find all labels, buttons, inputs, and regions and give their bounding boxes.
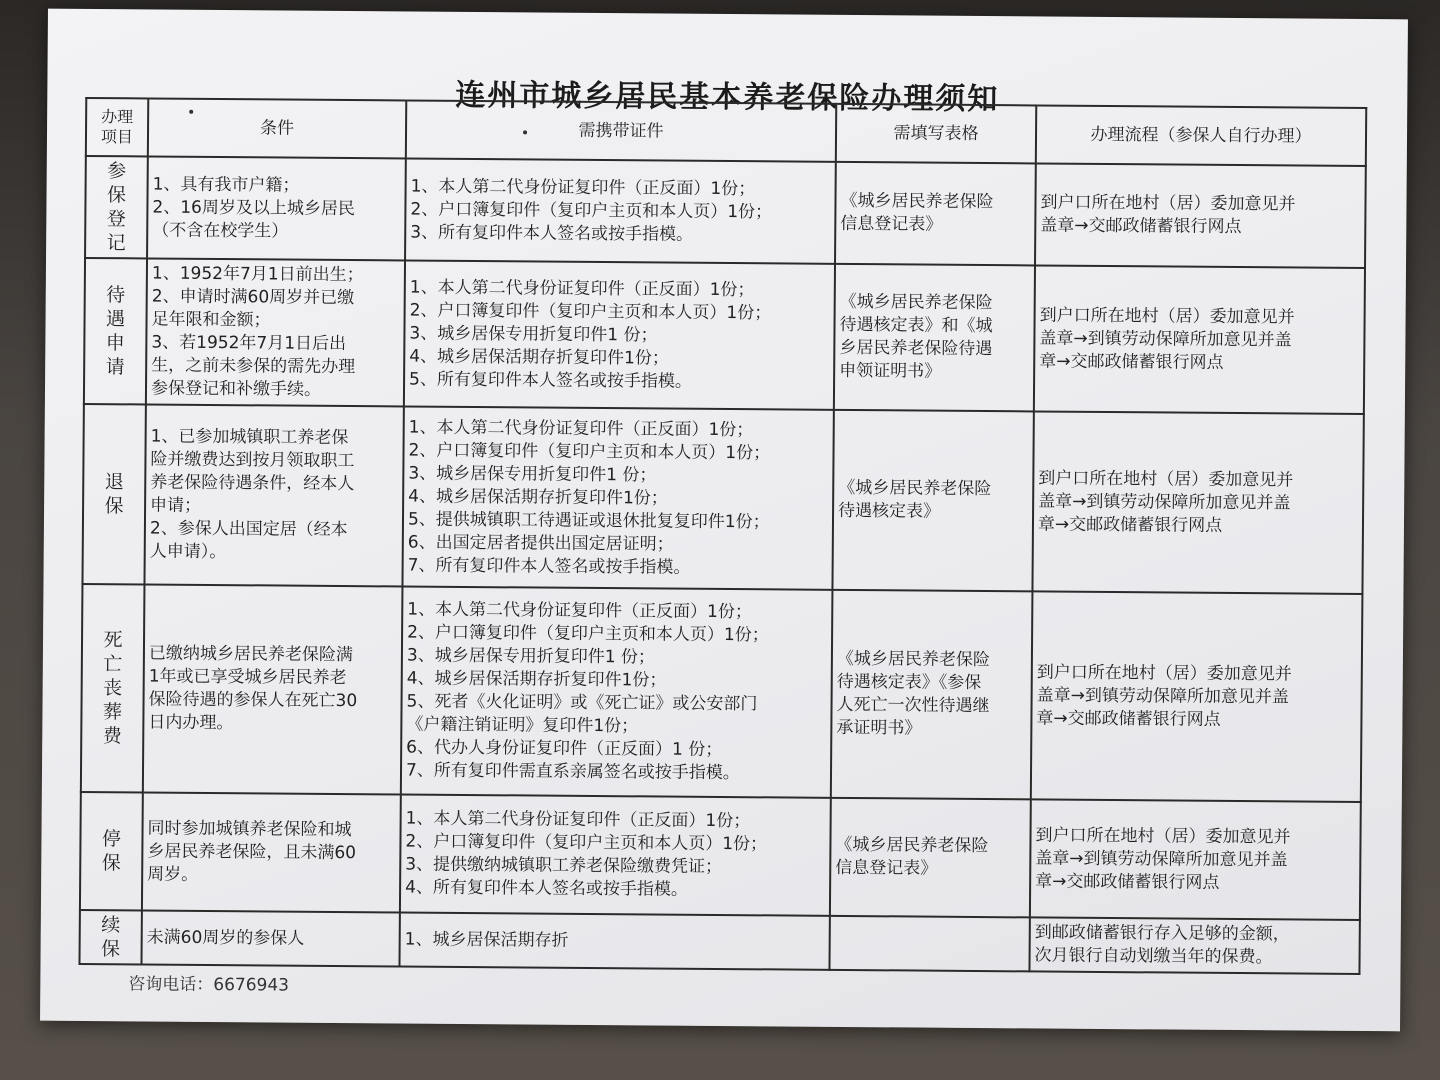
documents-cell: [399, 912, 829, 969]
item-name-cell: 死 亡 丧 葬 费: [81, 584, 145, 792]
document-item: 5、提供城镇职工待遇证或退休批复复印件1份；: [407, 509, 770, 532]
forms-cell: [831, 590, 1033, 800]
document-item: 4、城乡居保活期存折复印件1份；: [406, 668, 667, 691]
condition-text: 1、具有我市户籍； 2、16周岁及以上城乡居民 （不含在校学生）: [152, 174, 355, 242]
header-forms: 需填写表格: [836, 104, 1036, 164]
document-item: 1、本人第二代身份证复印件（正反面）1份；: [405, 808, 751, 832]
forms-cell: [830, 798, 1031, 918]
document-item: 6、代办人身份证复印件（正反面）1 份；: [406, 737, 723, 760]
document-item: 5、死者《火化证明》或《死亡证》或公安部门: [406, 691, 758, 715]
condition-text: 已缴纳城乡居民养老保险满 1年或已享受城乡居民养老 保险待遇的参保人在死亡30 日内办理。: [148, 643, 358, 734]
table-row: [85, 156, 1366, 268]
forms-cell: [829, 916, 1029, 972]
document-item: 3、提供缴纳城镇职工养老保险缴费凭证；: [405, 854, 723, 877]
header-item: 办理 项目: [86, 98, 148, 156]
document-item: 1、城乡居保活期存折: [404, 929, 569, 951]
process-text: 到户口所在地村（居）委加意见并 盖章→到镇劳动保障所加意见并盖 章→交邮政储蓄银行网点: [1039, 304, 1295, 373]
condition-text: 1、1952年7月1日前出生； 2、申请时满60周岁并已缴 足年限和金额； 3、若1952年7月1日后出 生，之前未参保的需先办理 参保登记和补缴手续。: [150, 263, 364, 400]
document-item: 1、本人第二代身份证复印件（正反面）1份；: [407, 599, 752, 623]
process-text: 到户口所在地村（居）委加意见并 盖章→到镇劳动保障所加意见并盖 章→交邮政储蓄银行网点: [1036, 661, 1292, 730]
document-item: 2、户口簿复印件（复印户主页和本人页）1份；: [408, 440, 771, 463]
form-text: 《城乡居民养老保险 待遇核定表》: [837, 477, 992, 522]
document-item: 3、城乡居保专用折复印件1 份；: [409, 323, 658, 345]
document-item: 2、户口簿复印件（复印户主页和本人页）1份；: [410, 199, 773, 222]
document-item: 2、户口簿复印件（复印户主页和本人页）1份；: [407, 622, 769, 646]
documents-cell: [405, 158, 836, 263]
document-item: 4、所有复印件本人签名或按手指模。: [405, 877, 689, 900]
page-title: 连州市城乡居民基本养老保险办理须知: [455, 77, 1000, 118]
condition-cell: [141, 910, 399, 966]
documents-cell: [401, 586, 833, 797]
documents-cell: [404, 260, 835, 409]
document-item: 3、所有复印件本人签名或按手指模。: [410, 222, 694, 245]
document-item: 7、所有复印件需直系亲属签名或按手指模。: [405, 760, 740, 784]
forms-cell: [832, 410, 1033, 592]
document-item: 6、出国定居者提供出国定居证明；: [407, 532, 674, 555]
document-item: 1、本人第二代身份证复印件（正反面）1份；: [408, 417, 754, 440]
forms-cell: [835, 162, 1036, 266]
item-name-cell: 参 保 登 记: [85, 156, 148, 258]
table-row: [80, 792, 1361, 920]
document-item: 4、城乡居保活期存折复印件1份；: [409, 346, 669, 369]
process-text: 到户口所在地村（居）委加意见并 盖章→到镇劳动保障所加意见并盖 章→交邮政储蓄银行网点: [1037, 467, 1294, 536]
condition-text: 同时参加城镇养老保险和城 乡居民养老保险，且未满60 周岁。: [147, 817, 357, 885]
documents-cell: [402, 406, 833, 589]
item-name-cell: 续 保: [79, 910, 141, 964]
table-header-row: [86, 98, 1366, 166]
process-text: 到户口所在地村（居）委加意见并 盖章→到镇劳动保障所加意见并盖 章→交邮政储蓄银行网点: [1035, 824, 1291, 893]
document-item: 7、所有复印件本人签名或按手指模。: [407, 555, 691, 578]
forms-cell: [834, 264, 1035, 412]
table-row: [84, 258, 1365, 414]
process-cell: [1030, 799, 1361, 920]
condition-cell: [142, 792, 401, 912]
process-cell: [1029, 917, 1359, 974]
header-documents: 需携带证件: [406, 100, 836, 161]
requirements-table: [78, 97, 1367, 975]
form-text: 《城乡居民养老保险 待遇核定表》和《城 乡居民养老保险待遇 申领证明书》: [839, 291, 993, 382]
table-body: [79, 156, 1365, 974]
printed-notice-sheet: [40, 9, 1408, 1032]
process-cell: [1035, 163, 1366, 268]
document-item: 2、户口簿复印件（复印户主页和本人页）1份；: [409, 300, 772, 323]
item-name-cell: 停 保: [80, 792, 143, 910]
condition-cell: [147, 156, 406, 260]
form-text: 《城乡居民养老保险 信息登记表》: [835, 834, 989, 879]
header-process: 办理流程（参保人自行办理）: [1036, 105, 1366, 166]
document-item: 4、城乡居保活期存折复印件1份；: [408, 486, 668, 509]
document-item: 2、户口簿复印件（复印户主页和本人页）1份；: [405, 831, 768, 855]
document-item: 1、本人第二代身份证复印件（正反面）1份；: [410, 176, 756, 199]
header-condition: 条件: [148, 98, 406, 158]
process-text: 到户口所在地村（居）委加意见并 盖章→交邮政储蓄银行网点: [1040, 192, 1296, 238]
table-row: [82, 404, 1363, 594]
process-cell: [1031, 591, 1363, 802]
condition-text: 未满60周岁的参保人: [146, 926, 305, 949]
document-item: 1、本人第二代身份证复印件（正反面）1份；: [409, 277, 755, 300]
table-row: [79, 910, 1359, 974]
process-cell: [1034, 265, 1365, 414]
condition-cell: [144, 404, 403, 586]
document-item: 《户籍注销证明》复印件1份；: [406, 714, 639, 737]
item-name-cell: 待 遇 申 请: [84, 258, 147, 404]
document-item: 5、所有复印件本人签名或按手指模。: [409, 369, 692, 392]
form-text: [835, 943, 1025, 944]
document-item: 3、城乡居保专用折复印件1 份；: [406, 645, 656, 668]
form-text: 《城乡居民养老保险 信息登记表》: [840, 190, 994, 235]
process-text: 到邮政储蓄银行存入足够的金额， 次月银行自动划缴当年的保费。: [1034, 922, 1290, 968]
process-cell: [1032, 411, 1363, 594]
condition-cell: [143, 584, 403, 794]
document-item: 3、城乡居保专用折复印件1 份；: [408, 463, 657, 485]
condition-cell: [146, 258, 405, 406]
documents-cell: [400, 794, 831, 915]
item-name-cell: 退 保: [82, 404, 145, 584]
form-text: 《城乡居民养老保险 待遇核定表》《参保 人死亡一次性待遇继 承证明书》: [836, 648, 990, 739]
consult-phone: 咨询电话：6676943: [128, 974, 290, 996]
condition-text: 1、已参加城镇职工养老保 险并缴费达到按月领取职工 养老保险待遇条件，经本人 申请； 2、参保人出国定居（经本 人申请）。: [149, 426, 355, 563]
table-row: [81, 584, 1363, 802]
